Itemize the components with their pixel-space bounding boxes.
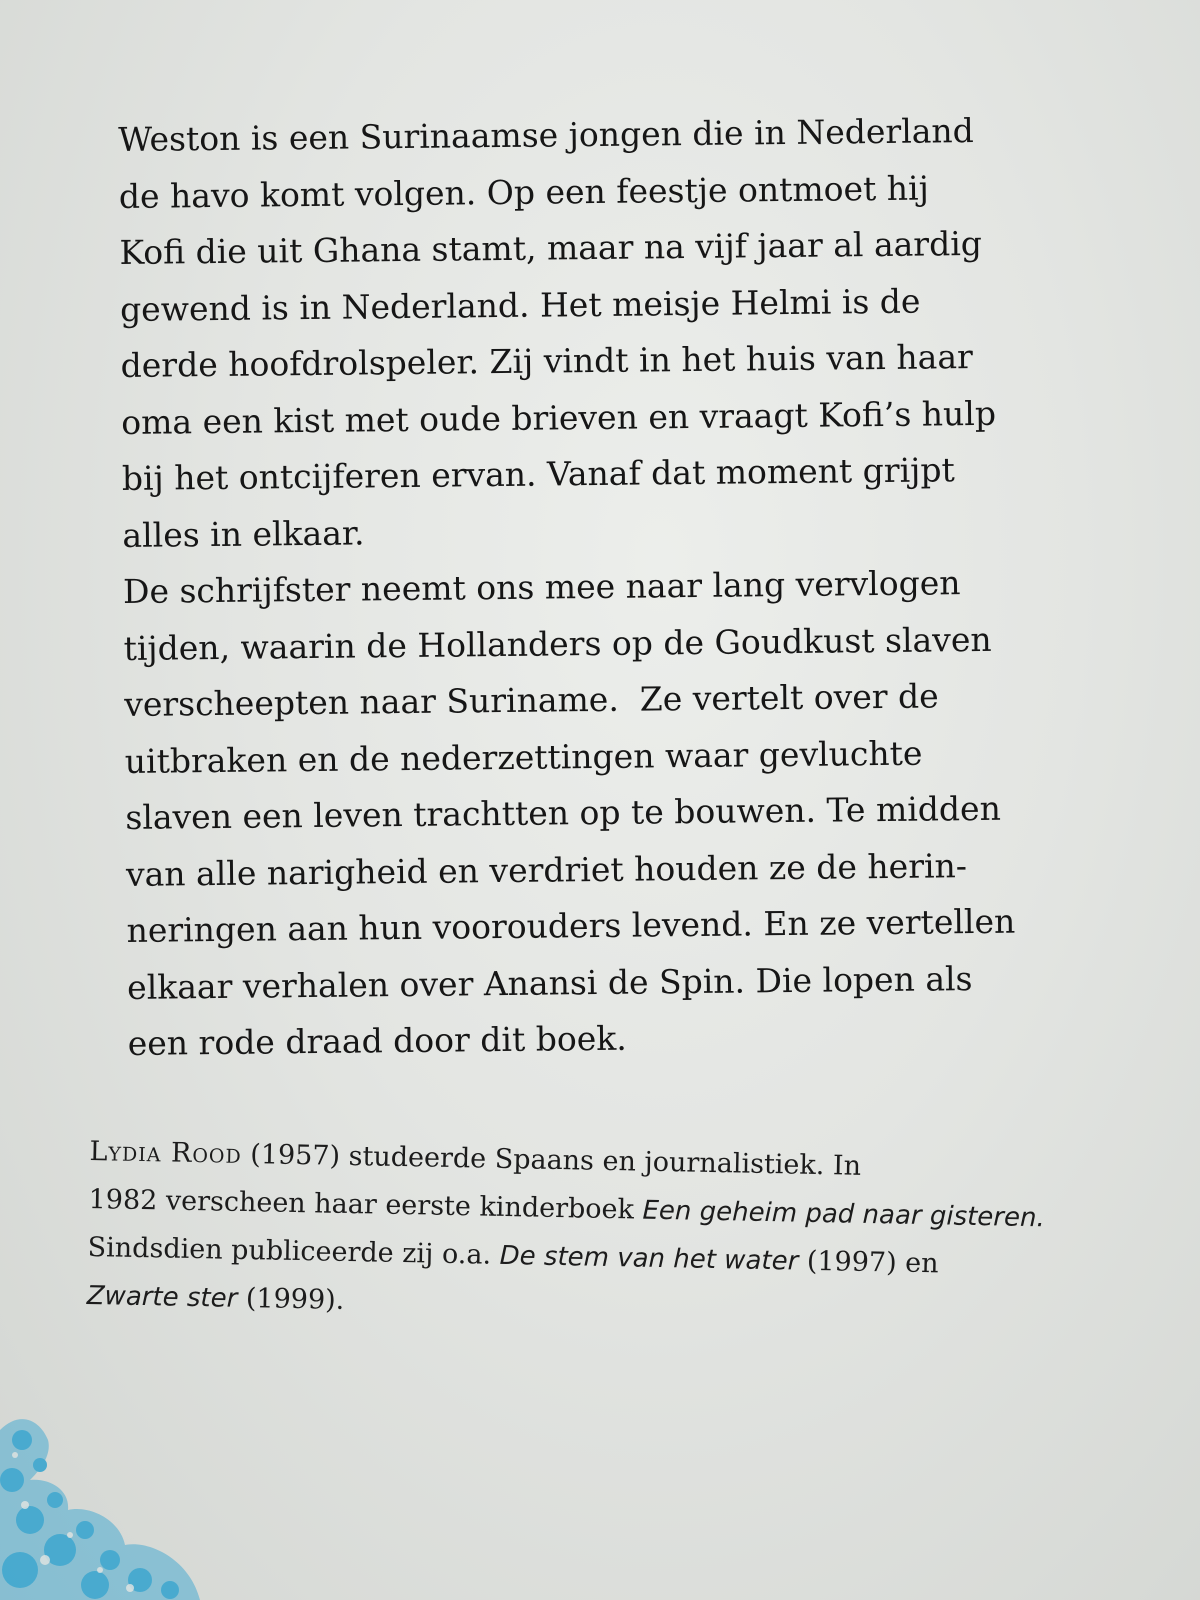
bio-text: Sindsdien publiceerde zij o.a. [87, 1231, 500, 1271]
blurb-line: neringen aan hun voorouders levend. En ze vertellen [126, 901, 1016, 950]
blurb-line: verscheepten naar Suriname. Ze vertelt over de [124, 676, 939, 724]
bio-text: (1957) studeerde Spaans en journalistiek. In [241, 1138, 862, 1182]
book-title: De stem van het water [499, 1240, 799, 1277]
blurb-line: tijden, waarin de Hollanders op de Goudkust slaven [123, 619, 992, 668]
blurb-line: bij het ontcijferen ervan. Vanaf dat moment grijpt [121, 450, 955, 498]
blue-spider-illustration [0, 1410, 260, 1600]
blurb-line: de havo komt volgen. Op een feestje ontmoet hij [118, 168, 930, 216]
bio-text: (1997) en [797, 1245, 939, 1280]
blurb-line: van alle narigheid en verdriet houden ze de herin- [125, 845, 968, 894]
bio-text: (1999). [237, 1282, 345, 1316]
blurb-line: uitbraken en de nederzettingen waar gevluchte [124, 733, 923, 781]
blurb-line: oma een kist met oude brieven en vraagt Kofi’s hulp [121, 393, 997, 442]
blurb-line: gewend is in Nederland. Het meisje Helmi is de [119, 281, 921, 329]
blurb-line: elkaar verhalen over Anansi de Spin. Die lopen als [126, 958, 973, 1007]
blurb-line: Kofi die uit Ghana stamt, maar na vijf jaar al aardig [119, 223, 983, 272]
blurb-line: Weston is een Surinaamse jongen die in Nederland [118, 111, 975, 159]
author-name: Lydia Rood [89, 1135, 243, 1170]
blurb-line: slaven een leven trachtten op te bouwen. Te midden [125, 788, 1002, 837]
blurb-line: De schrijfster neemt ons mee naar lang vervlogen [122, 563, 961, 611]
book-title: Zwarte ster [86, 1280, 238, 1314]
blurb-line: een rode draad door dit boek. [127, 1018, 627, 1063]
author-bio [86, 1128, 1090, 1339]
book-title: Een geheim pad naar gisteren. [642, 1195, 1046, 1234]
blurb-line: alles in elkaar. [122, 512, 365, 555]
blurb-line: derde hoofdrolspeler. Zij vindt in het huis van haar [120, 337, 973, 385]
bio-text: 1982 verscheen haar eerste kinderboek [88, 1183, 643, 1226]
blurb-text [118, 102, 1088, 1073]
